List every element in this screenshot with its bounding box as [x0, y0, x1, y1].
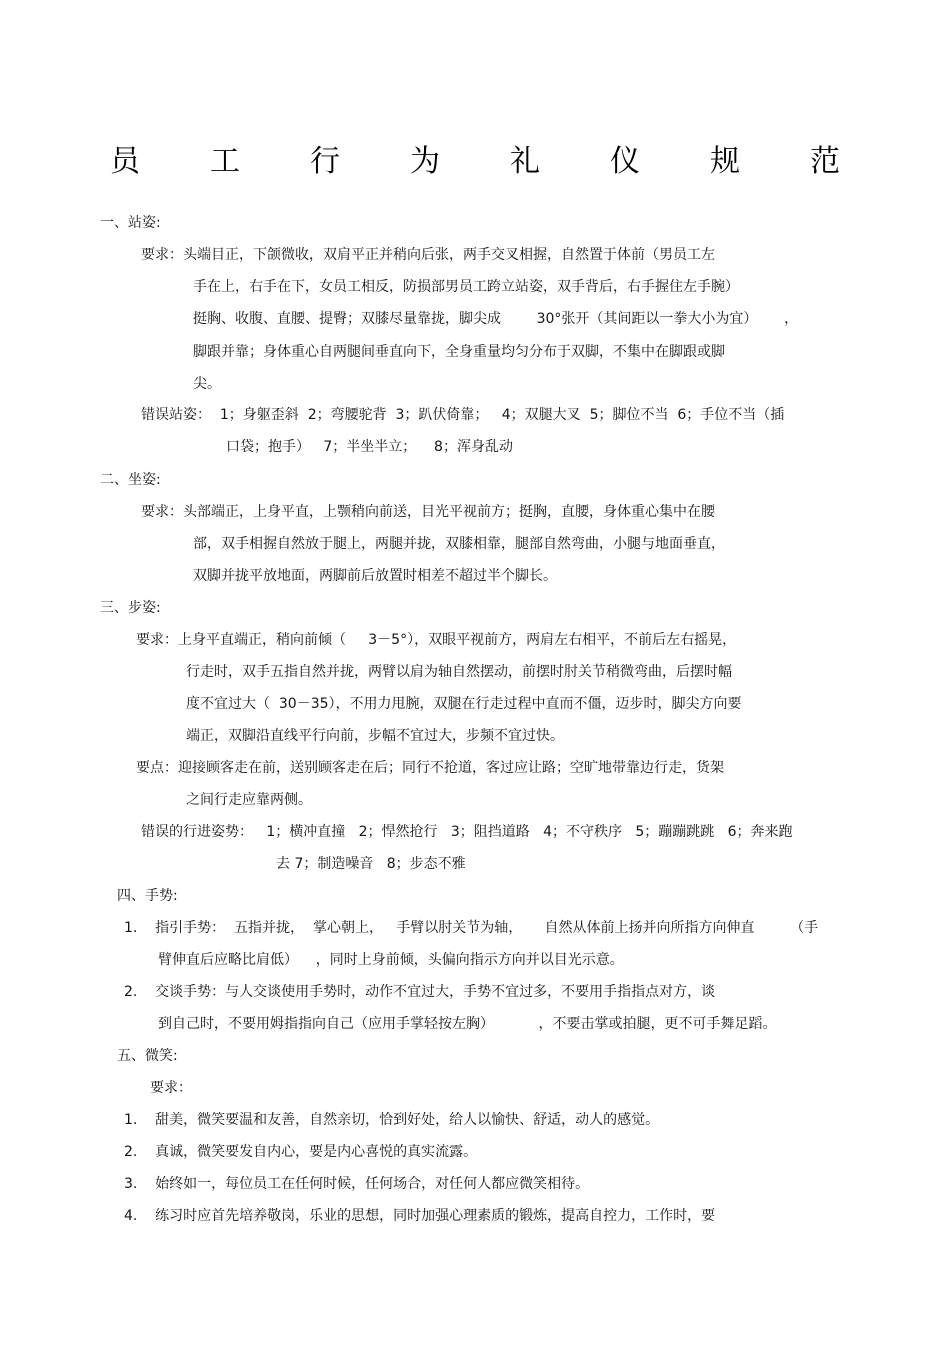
smile-item-line: 4. 练习时应首先培养敬岗，乐业的思想，同时加强心理素质的锻炼，提高自控力，工作时，要 [124, 1208, 716, 1224]
standing-requirement-line: 挺胸、收腹、直腰、提臀；双膝尽量靠拢，脚尖成 30°张开（其间距以一拳大小为宜） ， [193, 311, 799, 327]
standing-requirement-line: 尖。 [193, 376, 221, 392]
smile-item-line: 3. 始终如一，每位员工在任何时候，任何场合，对任何人都应微笑相待。 [124, 1176, 590, 1192]
walking-key-points-line: 之间行走应靠两侧。 [186, 792, 312, 808]
section-heading-sitting: 二、坐姿: [100, 472, 161, 488]
standing-errors-line: 错误站姿： 1；身躯歪斜 2；弯腰驼背 3；趴伏倚靠； 4；双腿大叉 5；脚位不当 6；手位不当（插 [141, 407, 785, 423]
title-char: 仪 [610, 144, 640, 179]
title-char: 范 [810, 144, 840, 179]
title-char: 礼 [510, 144, 540, 179]
standing-requirement-line: 要求：头端目正，下颌微收，双肩平正并稍向后张，两手交叉相握，自然置于体前（男员工左 [141, 247, 715, 263]
title-char: 为 [410, 144, 440, 179]
section-heading-smile: 五、微笑: [117, 1048, 178, 1064]
gesture-item-line: 臂伸直后应略比肩低） ，同时上身前倾，头偏向指示方向并以目光示意。 [158, 952, 624, 968]
sitting-requirement-line: 部，双手相握自然放于腿上，两腿并拢，双膝相靠，腿部自然弯曲，小腿与地面垂直， [193, 536, 725, 552]
sitting-requirement-line: 要求：头部端正，上身平直，上颚稍向前送，目光平视前方；挺胸，直腰，身体重心集中在腰 [141, 504, 715, 520]
title-char: 规 [710, 144, 740, 179]
section-heading-standing: 一、站姿: [100, 215, 161, 231]
section-heading-walking: 三、步姿: [100, 600, 161, 616]
walking-errors-line: 错误的行进姿势： 1；横冲直撞 2；悍然抢行 3；阻挡道路 4；不守秩序 5；蹦蹦跳跳 6；奔来跑 [141, 824, 793, 840]
title-char: 员 [110, 144, 140, 179]
standing-errors-line: 口袋；抱手） 7；半坐半立； 8；浑身乱动 [226, 439, 513, 455]
gesture-item-line: 2. 交谈手势：与人交谈使用手势时，动作不宜过大，手势不宜过多，不要用手指指点对方，谈 [124, 984, 716, 1000]
walking-requirement-line: 行走时，双手五指自然并拢，两臂以肩为轴自然摆动，前摆时肘关节稍微弯曲，后摆时幅 [186, 664, 732, 680]
standing-requirement-line: 手在上，右手在下，女员工相反，防损部男员工跨立站姿，双手背后，右手握住左手腕） [193, 279, 739, 295]
smile-requirement-label: 要求： [150, 1080, 192, 1096]
gesture-item-line: 到自己时，不要用姆指指向自己（应用手掌轻按左胸） ，不要击掌或拍腿，更不可手舞足蹈。 [158, 1016, 777, 1032]
title-char: 行 [310, 144, 340, 179]
walking-requirement-line: 度不宜过大（ 30－35），不用力甩腕，双腿在行走过程中直而不僵，迈步时，脚尖方向要 [186, 696, 742, 712]
sitting-requirement-line: 双脚并拢平放地面，两脚前后放置时相差不超过半个脚长。 [193, 568, 557, 584]
page-title [110, 136, 840, 180]
gesture-item-line: 1. 指引手势： 五指并拢， 掌心朝上， 手臂以肘关节为轴， 自然从体前上扬并向所指方向伸直 （手 [124, 920, 819, 936]
walking-requirement-line: 要求：上身平直端正，稍向前倾（ 3－5°），双眼平视前方，两肩左右相平，不前后左右摇晃， [136, 632, 737, 648]
smile-item-line: 1. 甜美，微笑要温和友善，自然亲切，恰到好处，给人以愉快、舒适，动人的感觉。 [124, 1112, 660, 1128]
standing-requirement-line: 脚跟并靠；身体重心自两腿间垂直向下，全身重量均匀分布于双脚，不集中在脚跟或脚 [193, 344, 725, 360]
smile-item-line: 2. 真诚，微笑要发自内心，要是内心喜悦的真实流露。 [124, 1144, 478, 1160]
walking-errors-line: 去 7；制造噪音 8；步态不雅 [276, 856, 466, 872]
walking-key-points-line: 要点：迎接顾客走在前，送别顾客走在后；同行不抢道，客过应让路；空旷地带靠边行走，货架 [136, 760, 724, 776]
section-heading-gestures: 四、手势: [117, 888, 178, 904]
title-char: 工 [210, 144, 240, 179]
walking-requirement-line: 端正，双脚沿直线平行向前，步幅不宜过大，步频不宜过快。 [186, 728, 564, 744]
